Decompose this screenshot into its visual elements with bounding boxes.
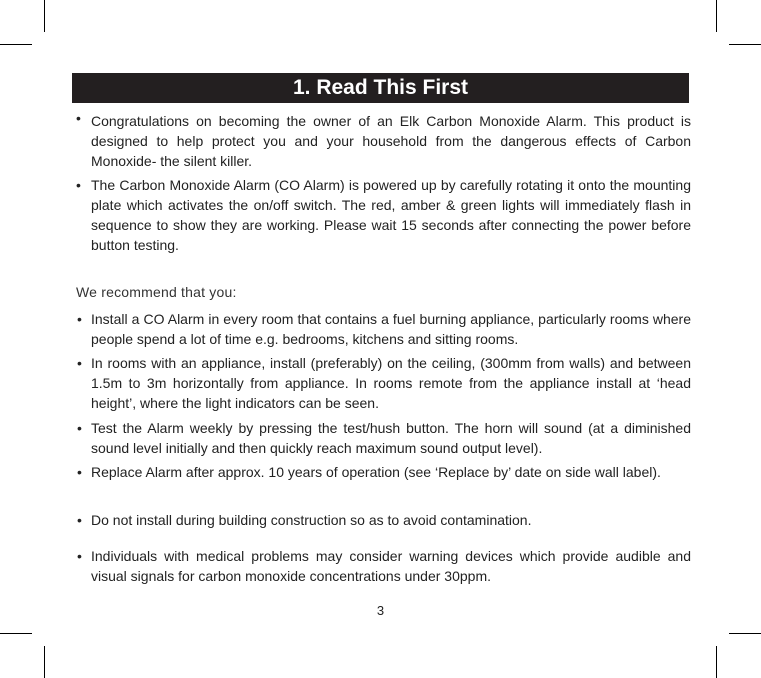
crop-mark <box>44 0 45 32</box>
crop-mark <box>729 633 761 634</box>
bullet: • <box>77 464 82 480</box>
bullet: • <box>76 110 81 126</box>
recommendation-item <box>77 309 691 349</box>
intro-paragraph <box>76 110 691 171</box>
crop-mark <box>0 633 32 634</box>
intro-paragraph <box>76 175 691 255</box>
crop-mark <box>0 44 32 45</box>
crop-mark <box>44 646 45 678</box>
bullet: • <box>77 311 82 327</box>
crop-mark <box>716 0 717 32</box>
recommendation-item <box>77 546 691 586</box>
section-title: 1. Read This First <box>72 73 689 103</box>
paragraph-text: Congratulations on becoming the owner of an Elk Carbon Monoxide Alarm. This product is designed to help protect you and your household from the dangerous effects of Carbon Monoxide- the silent killer. <box>91 113 691 169</box>
bullet: • <box>77 355 82 371</box>
recommendation-item <box>77 462 691 482</box>
recommend-heading: We recommend that you: <box>76 284 237 300</box>
recommendation-item <box>77 510 691 530</box>
recommendation-item <box>77 418 691 458</box>
bullet: • <box>76 177 81 193</box>
page-number: 3 <box>376 603 385 618</box>
bullet: • <box>77 512 82 528</box>
recommendation-text: Install a CO Alarm in every room that contains a fuel burning appliance, particularly rooms where people spend a lot of time e.g. bedrooms, kitchens and sitting rooms. <box>91 311 691 347</box>
crop-mark <box>729 44 761 45</box>
recommendation-text: Do not install during building construction so as to avoid contamination. <box>91 512 532 528</box>
recommendation-text: Individuals with medical problems may consider warning devices which provide audible and visual signals for carbon monoxide concentrations under 30ppm. <box>91 548 691 584</box>
recommendation-text: Test the Alarm weekly by pressing the test/hush button. The horn will sound (at a diminished sound level initially and then quickly reach maximum sound output level). <box>91 420 691 456</box>
paragraph-text: The Carbon Monoxide Alarm (CO Alarm) is powered up by carefully rotating it onto the mounting plate which activates the on/off switch. The red, amber & green lights will immediately flash in sequence to show they are working. Please wait 15 seconds after connecting the power before button testing. <box>91 177 691 253</box>
bullet: • <box>77 420 82 436</box>
bullet: • <box>77 548 82 564</box>
recommendation-item <box>77 353 691 413</box>
recommendation-text: In rooms with an appliance, install (preferably) on the ceiling, (300mm from walls) and between 1.5m to 3m horizontally from appliance. In rooms remote from the appliance install at ‘head height’, where the light indicators can be seen. <box>91 355 691 411</box>
crop-mark <box>716 646 717 678</box>
recommendation-text: Replace Alarm after approx. 10 years of operation (see ‘Replace by’ date on side wall label). <box>91 464 661 480</box>
